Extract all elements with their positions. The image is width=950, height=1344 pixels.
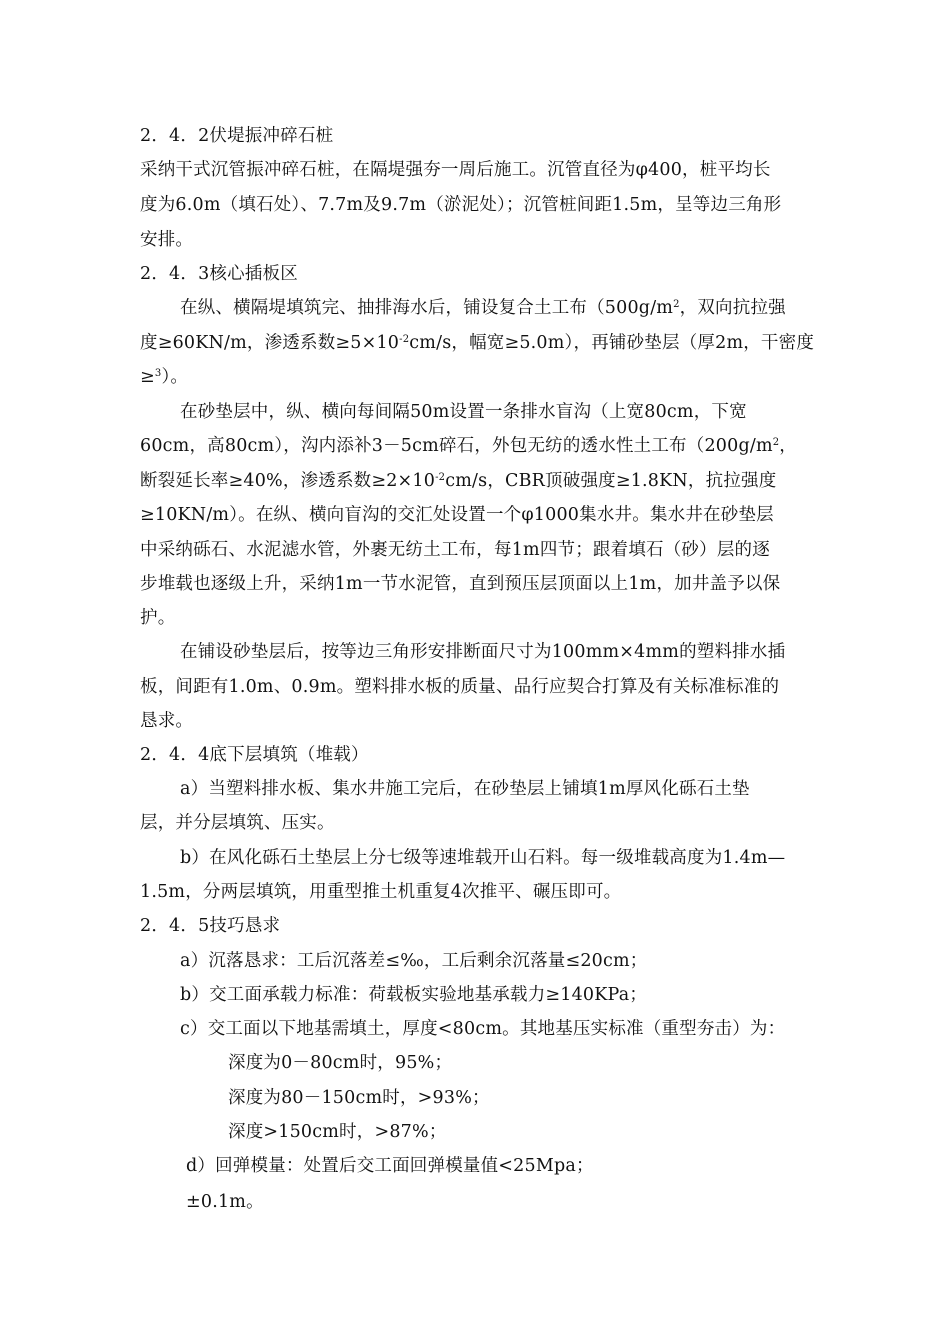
requirement-line: a）沉落恳求：工后沉落差≤‰，工后剩余沉落量≤20cm；	[180, 951, 648, 971]
depth-criterion-line: 深度为80－150cm时，>93%；	[228, 1088, 490, 1108]
paragraph-line: 恳求。	[140, 711, 194, 731]
paragraph-line: 采纳干式沉管振冲碎石桩，在隔堤强夯一周后施工。沉管直径为φ400，桩平均长	[140, 160, 771, 180]
section-heading-2-4-2: 2．4．2伏堤振冲碎石桩	[140, 126, 334, 146]
paragraph-line: 度为6.0m（填石处）、7.7m及9.7m（淤泥处）；沉管桩间距1.5m，呈等边三角形	[140, 195, 782, 215]
requirement-line: d）回弹模量：处置后交工面回弹模量值<25Mpa；	[186, 1156, 594, 1176]
paragraph-line: 在砂垫层中，纵、横向每间隔50m设置一条排水盲沟（上宽80cm，下宽	[180, 402, 747, 422]
paragraph-line: 中采纳砾石、水泥滤水管，外裹无纺土工布，每1m四节；跟着填石（砂）层的逐	[140, 540, 770, 560]
paragraph-line: 安排。	[140, 230, 194, 250]
paragraph-line: 步堆载也逐级上升，采纳1m一节水泥管，直到预压层顶面以上1m，加井盖予以保	[140, 574, 781, 594]
paragraph-line: a）当塑料排水板、集水井施工完后，在砂垫层上铺填1m厚风化砾石土垫	[180, 779, 750, 799]
paragraph-line: 层，并分层填筑、压实。	[140, 813, 335, 833]
paragraph-line: 度≥60KN/m，渗透系数$\ge 5\times 10^{-2}cm/s$，幅宽≥5.0m），再铺砂垫层（厚2m，干密度	[140, 333, 815, 353]
paragraph-line: 在纵、横隔堤填筑完、抽排海水后，铺设复合土工布（$500g/m^2$，双向抗拉强	[180, 298, 786, 318]
section-heading-2-4-5: 2．4．5技巧恳求	[140, 916, 281, 936]
paragraph-line: 板，间距有1.0m、0.9m。塑料排水板的质量、品行应契合打算及有关标准标准的	[140, 677, 780, 697]
paragraph-line: ≥10KN/m）。在纵、横向盲沟的交汇处设置一个φ1000集水井。集水井在砂垫层	[140, 505, 774, 525]
paragraph-line: 在铺设砂垫层后，按等边三角形安排断面尺寸为100mm×4mm的塑料排水插	[180, 642, 786, 662]
requirement-line: ±0.1m。	[186, 1192, 264, 1212]
requirement-line: b）交工面承载力标准：荷载板实验地基承载力≥140KPa；	[180, 985, 648, 1005]
paragraph-line: ≥$^3$）。	[140, 367, 189, 387]
section-heading-2-4-3: 2．4．3核心插板区	[140, 264, 298, 284]
depth-criterion-line: 深度>150cm时，>87%；	[228, 1122, 447, 1142]
paragraph-line: 1.5m，分两层填筑，用重型推土机重复4次推平、碾压即可。	[140, 882, 622, 902]
depth-criterion-line: 深度为0－80cm时，95%；	[228, 1053, 453, 1073]
paragraph-line: 60cm，高80cm），沟内添补3－5cm碎石，外包无纺的透水性土工布（$200g/m^2$，	[140, 436, 797, 456]
paragraph-line: 护。	[140, 608, 176, 628]
section-heading-2-4-4: 2．4．4底下层填筑（堆载）	[140, 745, 369, 765]
requirement-line: c）交工面以下地基需填土，厚度<80cm。其地基压实标准（重型夯击）为：	[180, 1019, 786, 1039]
paragraph-line: 断裂延长率≥40%，渗透系数$\ge 2\times 10^{-2}cm/s$，CBR顶破强度≥1.8KN，抗拉强度	[140, 471, 777, 491]
paragraph-line: b）在风化砾石土垫层上分七级等速堆载开山石料。每一级堆载高度为1.4m—	[180, 848, 786, 868]
